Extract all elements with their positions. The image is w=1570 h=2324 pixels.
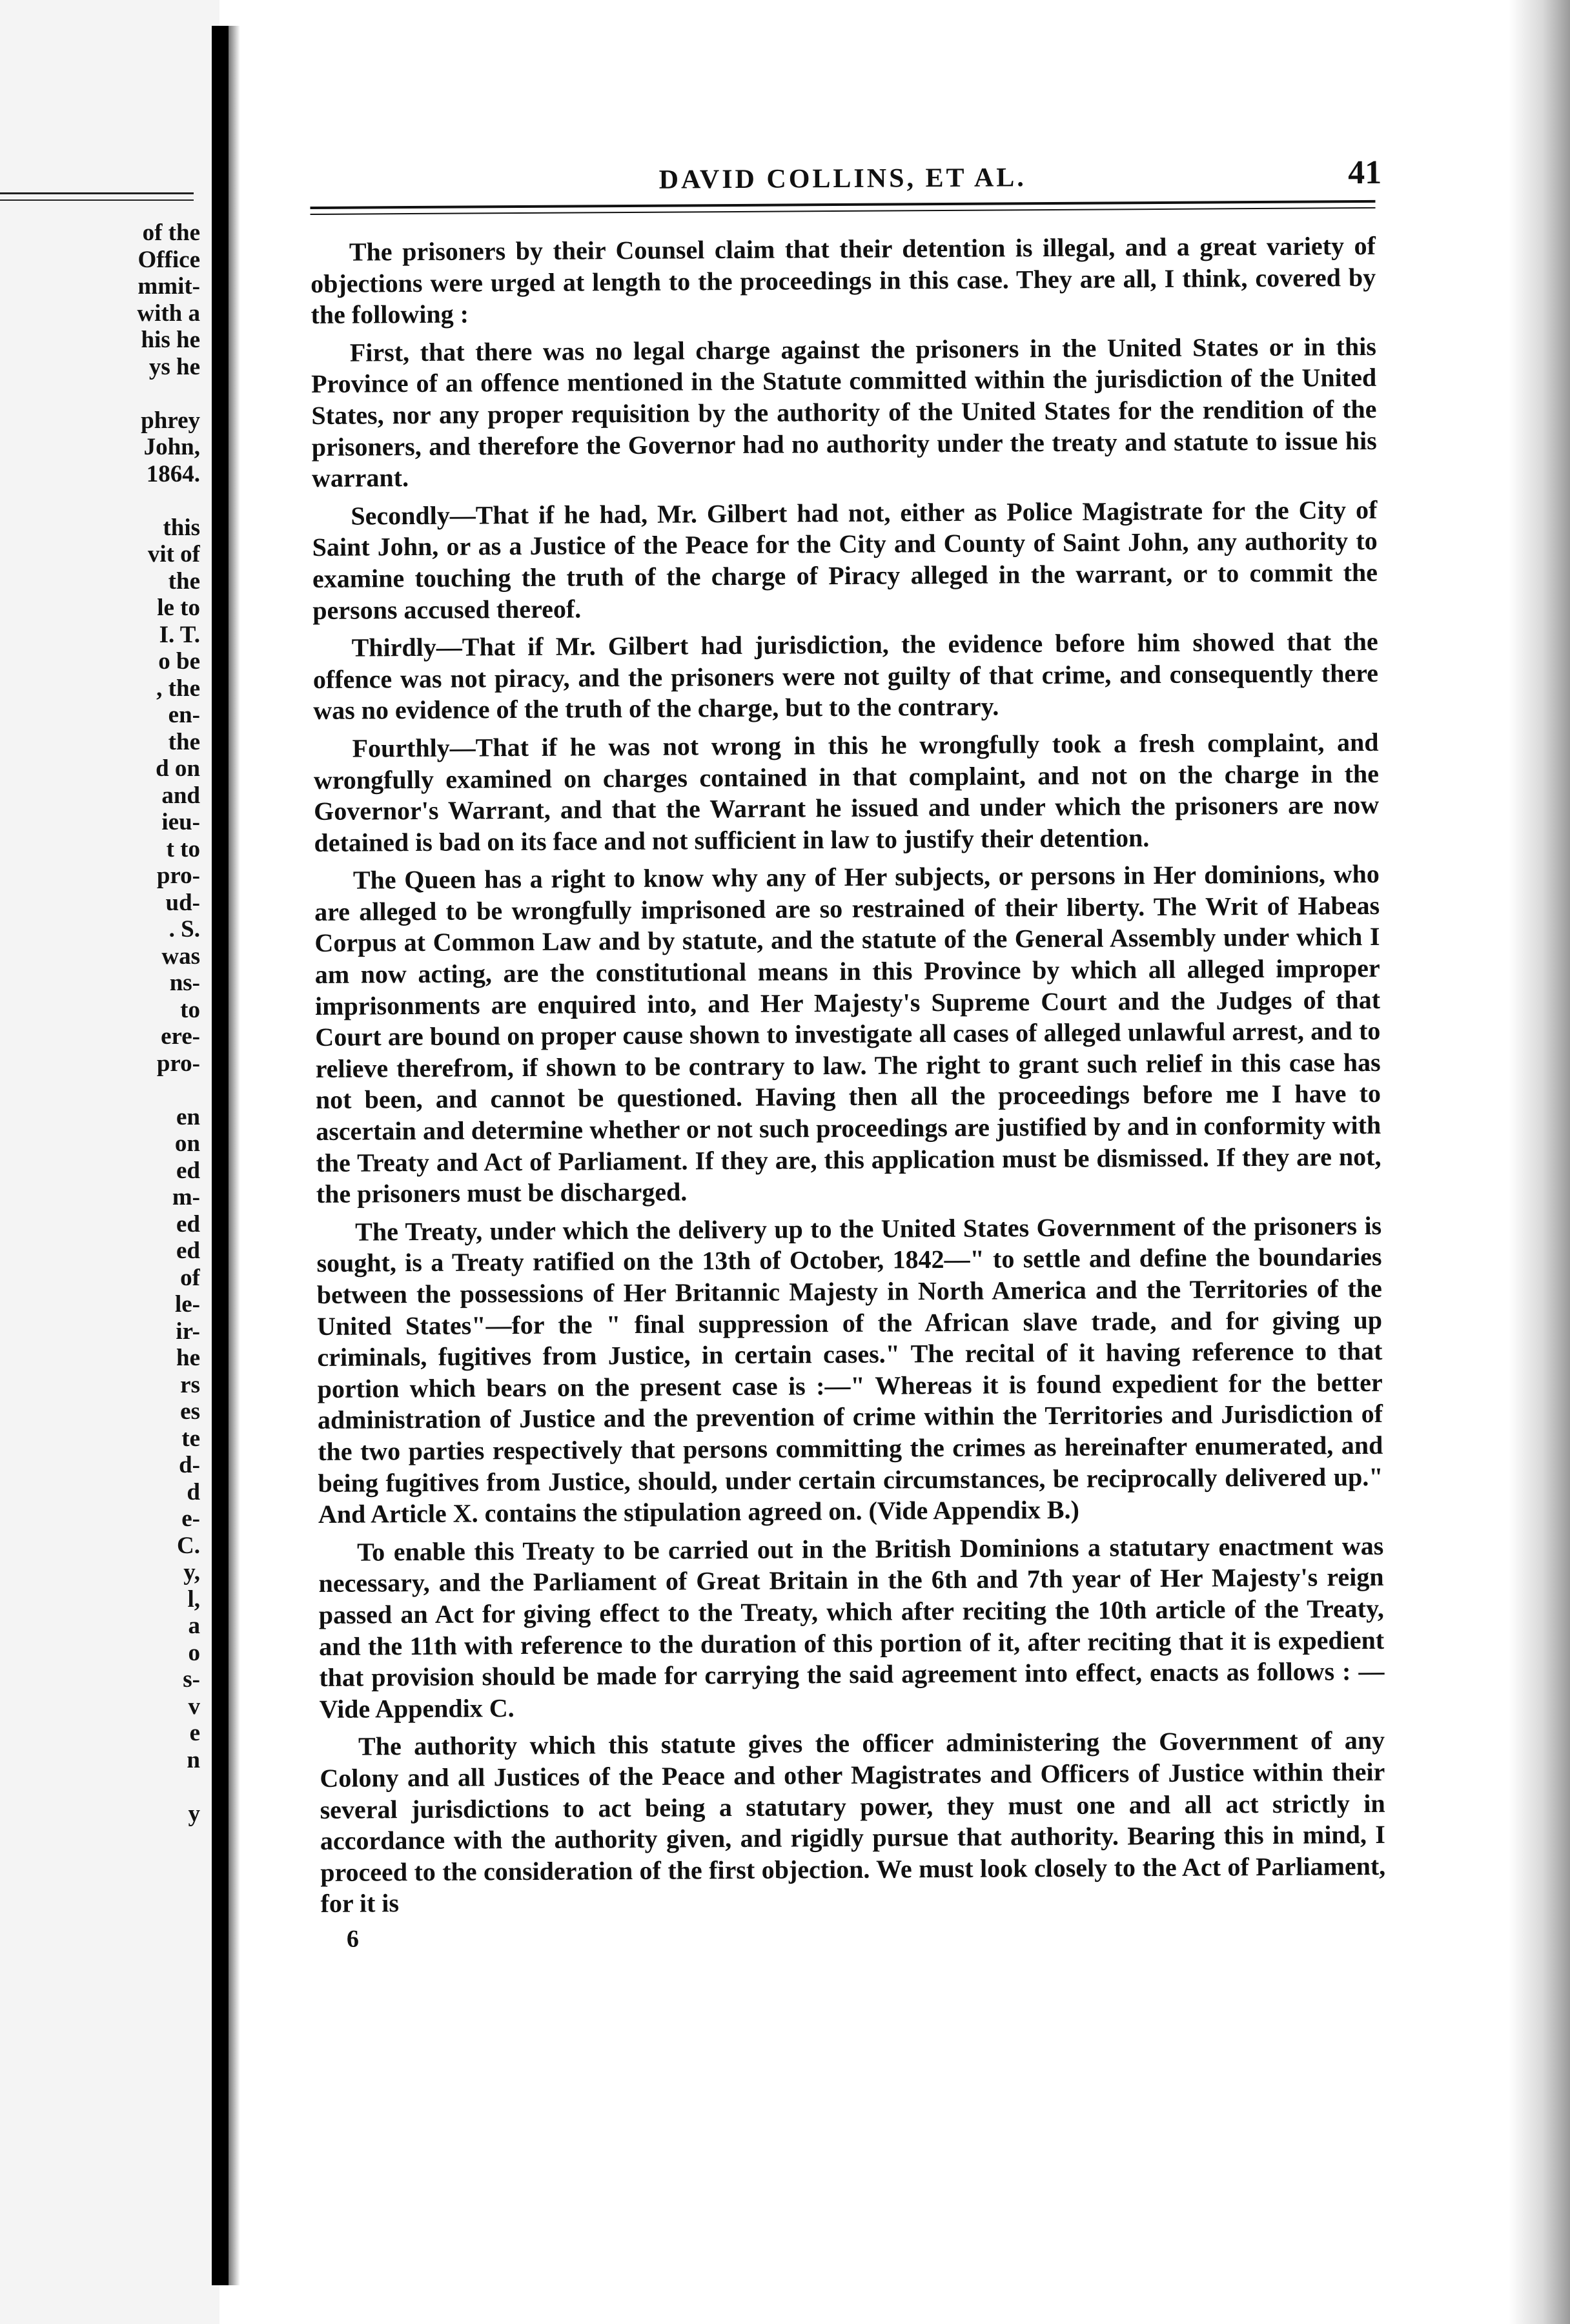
facing-page-line: ed xyxy=(176,1210,200,1238)
facing-page-line: d- xyxy=(179,1452,200,1478)
paragraph: Secondly—That if he had, Mr. Gilbert had not, either as Police Magistrate for the City of Saint John, or as a Justice of the Peace for the City and County of Saint John, any authority to examine touching the truth of the charge of Piracy alleged in the warrant, or to commit the persons accused thereof. xyxy=(312,494,1378,625)
facing-page-line: vit of xyxy=(147,541,200,567)
facing-page-line: pro- xyxy=(156,1050,200,1077)
facing-page-line: ere- xyxy=(161,1023,200,1050)
facing-page-line: l, xyxy=(187,1585,200,1613)
facing-page-line: t to xyxy=(166,835,200,862)
facing-page-line: mmit- xyxy=(138,273,200,300)
facing-page-line: he xyxy=(176,1345,200,1371)
gutter-shadow xyxy=(229,26,240,2285)
facing-page-line: this xyxy=(163,514,200,541)
facing-page-line: with a xyxy=(137,300,200,327)
running-head: DAVID COLLINS, ET AL. xyxy=(658,163,1026,195)
facing-page-line: ys he xyxy=(148,353,200,380)
paragraph: Fourthly—That if he was not wrong in this he wrongfully took a fresh complaint, and wrongfully examined on charges contained in that complaint, and not on the charge in the Governor's Warrant, and that the Warrant he issued and under which the prisoners are now detained is bad on its face and not sufficient in law to justify their detention. xyxy=(313,727,1380,857)
facing-page-line xyxy=(0,487,200,515)
facing-page-line: and xyxy=(161,782,200,809)
facing-page-line: rs xyxy=(180,1371,200,1398)
book-gutter xyxy=(212,26,229,2285)
facing-page-line: le to xyxy=(157,595,200,621)
facing-page-line: d on xyxy=(156,755,200,782)
facing-page-line: to xyxy=(180,996,200,1023)
facing-page-rule xyxy=(0,192,194,201)
body-text xyxy=(311,230,1386,1920)
facing-page-line: es xyxy=(180,1398,200,1425)
paragraph: First, that there was no legal charge against the prisoners in the United States or in this Province of an offence mentioned in the Statute committed within the jurisdiction of the United States, nor any proper requisition by the authority of the United States for the rendition of the prisoners, and therefore the Governor had no authority under the treaty and statute to issue his warrant. xyxy=(311,331,1377,493)
page-header xyxy=(310,148,1382,207)
signature-mark: 6 xyxy=(346,1925,360,1953)
facing-page-line: n xyxy=(187,1746,200,1773)
facing-page-line: , the xyxy=(156,675,200,702)
facing-page-line: ir- xyxy=(176,1318,200,1345)
page-number: 41 xyxy=(1348,154,1382,192)
book-page xyxy=(310,148,1388,2221)
facing-page-line: o be xyxy=(158,648,200,675)
facing-page-line: on xyxy=(174,1130,200,1157)
facing-page-line: e xyxy=(189,1720,200,1746)
facing-page-line: m- xyxy=(172,1184,200,1210)
facing-page-line: C. xyxy=(177,1532,200,1559)
facing-page-line: v xyxy=(188,1693,200,1720)
facing-page-line: John, xyxy=(143,434,200,460)
facing-page-line: 1864. xyxy=(146,460,200,487)
facing-page-fragment xyxy=(0,0,219,2324)
facing-page-line xyxy=(0,1077,200,1104)
facing-page-text xyxy=(0,219,200,1827)
page-edge-shadow xyxy=(1509,0,1570,2324)
facing-page-line: en xyxy=(176,1103,200,1130)
paragraph: The Queen has a right to know why any of Her subjects, or persons in Her dominions, who are alleged to be wrongfully imprisoned are so restrained of their liberty. The Writ of Habeas Corpus at Common Law and by statute, and the statute of the General Assembly under which I am now acting, are the constitutional means in this Province by which all alleged improper imprisonments are enquired into, and Her Majesty's Supreme Court and the Judges of that Court are bound on proper cause shown to investigate all cases of alleged unlawful arrest, and to relieve therefrom, if shown to be contrary to law. The right to grant such relief in this case has not been, and cannot be questioned. Having then all the proceedings before me I have to ascertain and determine whether or not such proceedings are justified by and in conformity with the Treaty and Act of Parliament. If they are, this application must be dismissed. If they are not, the prisoners must be discharged. xyxy=(314,859,1381,1209)
paragraph: To enable this Treaty to be carried out in the British Dominions a statutary enactment was necessary, and the Parliament of Great Britain in the 6th and 7th year of Her Majesty's reign passed an Act for giving effect to the Treaty, which after reciting the 10th article of the Treaty, and the 11th with reference to the duration of this portion of it, after reciting that it is expedient that provision should be made for carrying the said agreement into effect, enacts as follows : —Vide Appendix C. xyxy=(318,1531,1385,1724)
facing-page-line: Office xyxy=(138,246,200,273)
facing-page-line: ud- xyxy=(165,889,200,916)
facing-page-line: ed xyxy=(176,1238,200,1264)
facing-page-line: the xyxy=(168,728,200,755)
facing-page-line: e- xyxy=(181,1505,200,1532)
facing-page-line xyxy=(0,1773,200,1800)
facing-page-line: ed xyxy=(176,1157,200,1184)
facing-page-line: te xyxy=(181,1425,200,1452)
facing-page-line: en- xyxy=(168,702,200,728)
facing-page-line: was xyxy=(161,943,200,970)
facing-page-line: the xyxy=(168,567,200,595)
paragraph: The authority which this statute gives the officer administering the Government of any Colony and all Justices of the Peace and other Magistrates and Officers of Justice within their several jurisdictions to act being a statutary power, they must one and all act strictly in accordance with the authority given, and rigidly pursue that authority. Bearing this in mind, I proceed to the consideration of the first objection. We must look closely to the Act of Parliament, for it is xyxy=(320,1726,1386,1919)
facing-page-line: le- xyxy=(174,1291,200,1318)
facing-page-line: y xyxy=(188,1800,200,1827)
facing-page-line: of the xyxy=(142,219,200,246)
paragraph: The Treaty, under which the delivery up to the United States Government of the prisoners is sought, is a Treaty ratified on the 13th of October, 1842—" to settle and define the boundaries between the possessions of Her Britannic Majesty in North America and the Territories of the United States"—for the " final suppression of the African slave trade, and for giving up criminals, fugitives from Justice, in certain cases." The recital of it having reference to that portion which bears on the present case is :—" Whereas it is found expedient for the better administration of Justice and the prevention of crime within the Territories and Jurisdiction of the two parties respectively that persons committing the crimes as hereinafter enumerated, and being fugitives from Justice, should, under certain circumstances, be reciprocally delivered up." And Article X. contains the stipulation agreed on. (Vide Appendix B.) xyxy=(316,1210,1383,1529)
facing-page-line: s- xyxy=(183,1666,200,1693)
paragraph: Thirdly—That if Mr. Gilbert had jurisdiction, the evidence before him showed that the offence was not piracy, and the prisoners were not guilty of that crime, and consequently there was no evidence of the truth of the charge, but to the contrary. xyxy=(312,627,1379,726)
facing-page-line: his he xyxy=(141,327,200,353)
facing-page-line: ieu- xyxy=(161,809,200,835)
facing-page-line: phrey xyxy=(141,407,200,434)
facing-page-line: a xyxy=(188,1613,200,1639)
facing-page-line: pro- xyxy=(156,862,200,889)
paragraph: The prisoners by their Counsel claim that their detention is illegal, and a great variety of objections were urged at length to the proceedings in this case. They are all, I think, covered by the following : xyxy=(311,230,1376,330)
facing-page-line: ns- xyxy=(169,970,200,996)
facing-page-line: . S. xyxy=(168,916,200,943)
facing-page-line xyxy=(0,380,200,407)
facing-page-line: I. T. xyxy=(159,621,200,648)
facing-page-line: o xyxy=(188,1639,200,1666)
facing-page-line: d xyxy=(187,1478,200,1505)
facing-page-line: y, xyxy=(183,1559,200,1585)
facing-page-line: of xyxy=(180,1264,200,1291)
